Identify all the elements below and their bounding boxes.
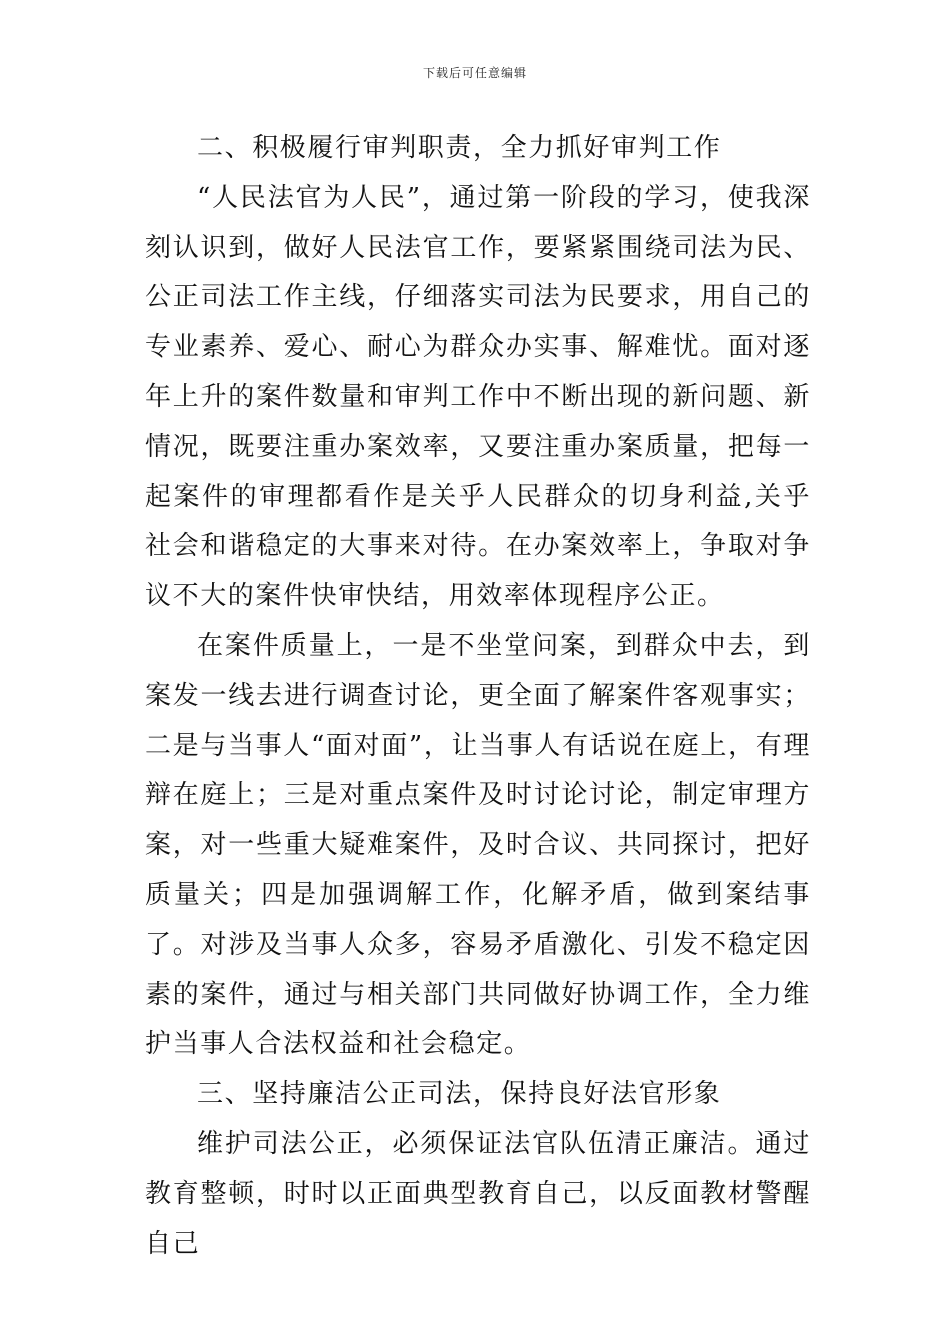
paragraph-quality: 在案件质量上，一是不坐堂问案，到群众中去，到案发一线去进行调查讨论，更全面了解案件客观事实；二是与当事人“面对面”，让当事人有话说在庭上，有理辩在庭上；三是对重点案件及时讨论讨论，制定审理方案，对一些重大疑难案件，及时合议、共同探讨，把好质量关；四是加强调解工作，化解矛盾，做到案结事了。对涉及当事人众多，容易矛盾激化、引发不稳定因素的案件，通过与相关部门共同做好协调工作，全力维护当事人合法权益和社会稳定。 xyxy=(145,630,811,1060)
document-body xyxy=(145,124,811,1269)
paragraph-integrity: 维护司法公正，必须保证法官队伍清正廉洁。通过教育整顿，时时以正面典型教育自己，以反面教材警醒自己 xyxy=(145,1128,811,1259)
paragraph-efficiency: “人民法官为人民”，通过第一阶段的学习，使我深刻认识到，做好人民法官工作，要紧紧围绕司法为民、公正司法工作主线，仔细落实司法为民要求，用自己的专业素养、爱心、耐心为群众办实事、解难忧。面对逐年上升的案件数量和审判工作中不断出现的新问题、新情况，既要注重办案效率，又要注重办案质量，把每一起案件的审理都看作是关乎人民群众的切身利益,关乎社会和谐稳定的大事来对待。在办案效率上，争取对争议不大的案件快审快结，用效率体现程序公正。 xyxy=(145,182,811,612)
section-heading-3: 三、坚持廉洁公正司法，保持良好法官形象 xyxy=(197,1079,722,1110)
header-note: 下载后可任意编辑 xyxy=(422,66,527,80)
section-heading-2: 二、积极履行审判职责，全力抓好审判工作 xyxy=(197,133,722,163)
